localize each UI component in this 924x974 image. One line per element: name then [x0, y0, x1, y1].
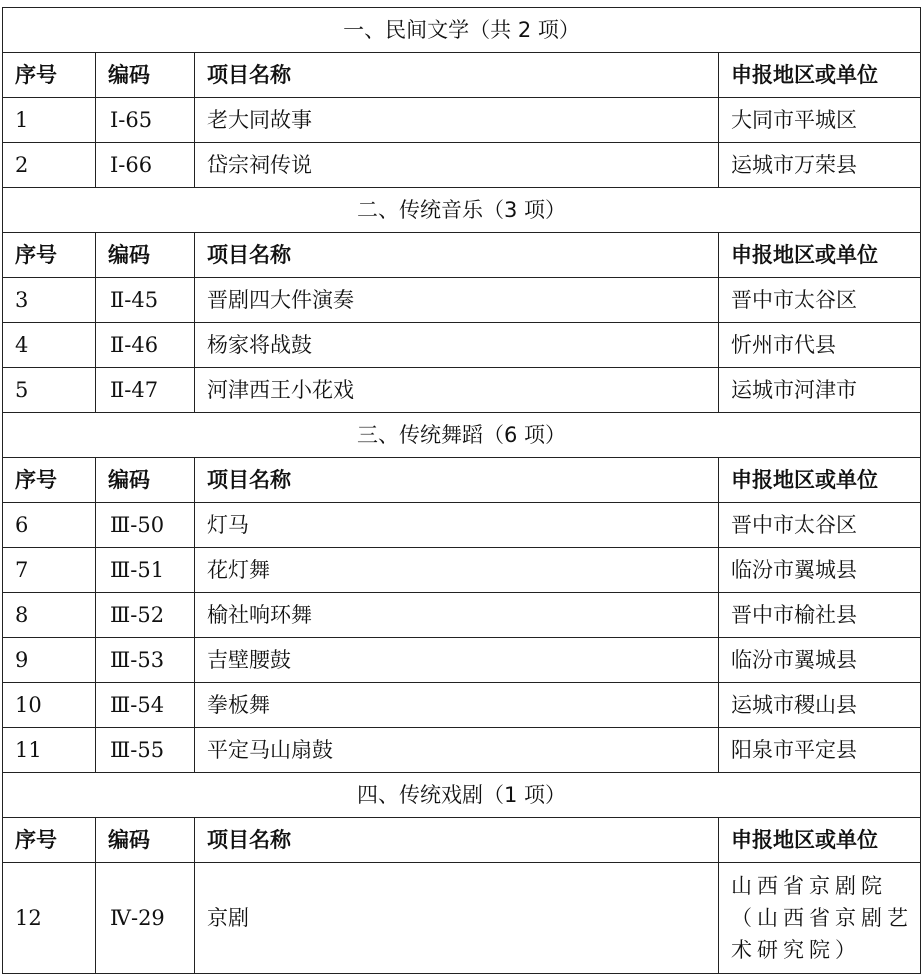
row-region: 临汾市翼城县 — [719, 638, 921, 683]
row-seq: 3 — [3, 278, 96, 323]
row-name: 榆社响环舞 — [195, 593, 719, 638]
row-seq: 9 — [3, 638, 96, 683]
header-name: 项目名称 — [195, 818, 719, 863]
header-row — [3, 233, 921, 278]
row-code: Ⅲ-53 — [96, 638, 195, 683]
table-row — [3, 143, 921, 188]
row-name: 岱宗祠传说 — [195, 143, 719, 188]
header-seq: 序号 — [3, 53, 96, 98]
row-region: 运城市河津市 — [719, 368, 921, 413]
row-region: 晋中市太谷区 — [719, 503, 921, 548]
header-row — [3, 818, 921, 863]
row-seq: 2 — [3, 143, 96, 188]
row-name: 灯马 — [195, 503, 719, 548]
header-row — [3, 53, 921, 98]
heritage-table — [2, 7, 921, 974]
row-name: 河津西王小花戏 — [195, 368, 719, 413]
table-row — [3, 863, 921, 974]
section-title: 四、传统戏剧（1 项） — [3, 773, 921, 818]
row-name: 京剧 — [195, 863, 719, 974]
row-name: 晋剧四大件演奏 — [195, 278, 719, 323]
row-name: 花灯舞 — [195, 548, 719, 593]
row-region: 阳泉市平定县 — [719, 728, 921, 773]
row-region: 晋中市榆社县 — [719, 593, 921, 638]
table-row — [3, 503, 921, 548]
row-name: 杨家将战鼓 — [195, 323, 719, 368]
section-row — [3, 188, 921, 233]
row-code: Ⅲ-50 — [96, 503, 195, 548]
row-seq: 7 — [3, 548, 96, 593]
row-code: Ⅱ-45 — [96, 278, 195, 323]
row-seq: 1 — [3, 98, 96, 143]
row-region: 运城市稷山县 — [719, 683, 921, 728]
section-title: 三、传统舞蹈（6 项） — [3, 413, 921, 458]
table-row — [3, 278, 921, 323]
row-region: 运城市万荣县 — [719, 143, 921, 188]
header-code: 编码 — [96, 458, 195, 503]
row-seq: 8 — [3, 593, 96, 638]
header-name: 项目名称 — [195, 53, 719, 98]
row-code: Ⅲ-51 — [96, 548, 195, 593]
header-seq: 序号 — [3, 458, 96, 503]
row-name: 平定马山扇鼓 — [195, 728, 719, 773]
row-name: 吉壁腰鼓 — [195, 638, 719, 683]
row-code: Ⅰ-66 — [96, 143, 195, 188]
row-seq: 11 — [3, 728, 96, 773]
header-seq: 序号 — [3, 233, 96, 278]
section-row — [3, 773, 921, 818]
row-seq: 10 — [3, 683, 96, 728]
table-row — [3, 683, 921, 728]
row-seq: 4 — [3, 323, 96, 368]
table-row — [3, 638, 921, 683]
row-seq: 6 — [3, 503, 96, 548]
row-region: 晋中市太谷区 — [719, 278, 921, 323]
header-region: 申报地区或单位 — [719, 53, 921, 98]
table-row — [3, 98, 921, 143]
row-region: 山西省京剧院（山西省京剧艺术研究院） — [719, 863, 921, 974]
row-region: 忻州市代县 — [719, 323, 921, 368]
header-region: 申报地区或单位 — [719, 233, 921, 278]
section-row — [3, 8, 921, 53]
table-row — [3, 323, 921, 368]
header-code: 编码 — [96, 53, 195, 98]
section-row — [3, 413, 921, 458]
row-name: 老大同故事 — [195, 98, 719, 143]
table-row — [3, 593, 921, 638]
header-code: 编码 — [96, 818, 195, 863]
section-title: 二、传统音乐（3 项） — [3, 188, 921, 233]
table-row — [3, 548, 921, 593]
section-title: 一、民间文学（共 2 项） — [3, 8, 921, 53]
row-name: 拳板舞 — [195, 683, 719, 728]
header-region: 申报地区或单位 — [719, 458, 921, 503]
row-code: Ⅱ-46 — [96, 323, 195, 368]
header-name: 项目名称 — [195, 233, 719, 278]
row-code: Ⅲ-54 — [96, 683, 195, 728]
row-region: 大同市平城区 — [719, 98, 921, 143]
row-seq: 5 — [3, 368, 96, 413]
table-row — [3, 728, 921, 773]
row-seq: 12 — [3, 863, 96, 974]
header-row — [3, 458, 921, 503]
table-row — [3, 368, 921, 413]
header-region: 申报地区或单位 — [719, 818, 921, 863]
row-region: 临汾市翼城县 — [719, 548, 921, 593]
header-code: 编码 — [96, 233, 195, 278]
header-name: 项目名称 — [195, 458, 719, 503]
row-code: Ⅰ-65 — [96, 98, 195, 143]
table-body — [3, 8, 921, 974]
row-code: Ⅳ-29 — [96, 863, 195, 974]
row-code: Ⅱ-47 — [96, 368, 195, 413]
row-code: Ⅲ-52 — [96, 593, 195, 638]
header-seq: 序号 — [3, 818, 96, 863]
row-code: Ⅲ-55 — [96, 728, 195, 773]
